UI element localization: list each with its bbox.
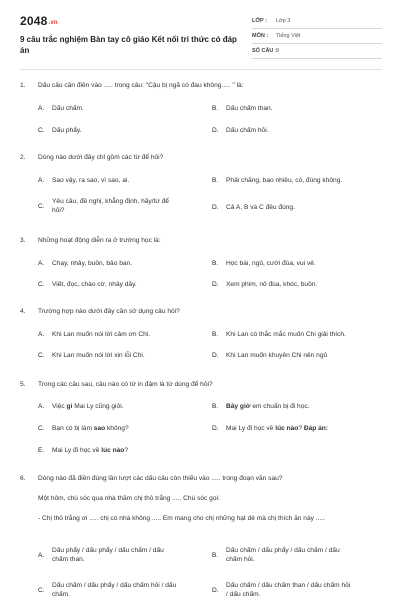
option-6c[interactable]: C. Dấu chấm / dấu phẩy / dấu chấm hỏi / dấu chấm. [38, 582, 177, 598]
meta-panel [252, 14, 382, 59]
header-divider [20, 69, 382, 70]
option-2c[interactable]: C. Yêu cầu, đề nghị, khẳng định, hãy/từ để hỏi? [38, 198, 169, 214]
question-3 [20, 236, 380, 245]
option-6d[interactable]: D. Dấu chấm / dấu chấm than / dấu chấm hỏi / dấu chấm. [212, 582, 351, 598]
option-6b[interactable]: B. Dấu chấm / dấu phẩy / dấu chấm / dấu chấm hỏi. [212, 547, 340, 563]
site-logo[interactable]: 2048.vn [20, 14, 58, 28]
question-text: 1. Dấu câu cần điền vào ..... trong câu: "Cậu bị ngã có đau không..... " là: [20, 82, 244, 89]
worksheet-page: 2048.vn 9 câu trắc nghiệm Bàn tay cô giáo Kết nối tri thức có đáp án LỚP : Lớp 3 MÔN : Tiếng Việt SỐ CÂU : 9 1. Dấu câu cần điền vào ..... trong câu: "Cậu bị ngã có đau không..... " là: A. Dấu chấm. B. Dấu chấm than. C. Dấu phẩy. D. Dấu chấm hỏi. 2. Dòng nào dưới đây chỉ gồm các từ để hỏi? A. Sao vậy, ra sao, vì sao, ai. B. Phải chăng, bao nhiêu, có, đúng không. C. Yêu cầu, đề nghị, khẳng định, hãy/từ để hỏi? D. Cả A, B và C đều đúng. 3. Những hoạt động diễn ra ở trường học là: A. Chạy, nhảy, buồn, bảo ban. B. Học bài, ngủ, cười đùa, vui vẻ. C. Viết, đọc, chào cờ, nhảy dây. D. Xem phim, nô đùa, khóc, buồn. 4. Trường hợp nào dưới đây cần sử dụng câu hỏi? A. Khi Lan muốn nói lời cảm ơn Chi. B. Khi Lan có thắc mắc muốn Chi giải thích. C. Khi Lan muốn nói lời xin lỗi Chi. D. Khi Lan muốn khuyên Chi nên ngủ 5. Trong các câu sau, câu nào có từ in đậm là từ dùng để hỏi? A. Việc gì Mai Ly cũng giỏi. B. Bây giờ em chuẩn bị đi học. C. Bạn có bị làm sao không? D. Mai Ly đi học về lúc nào? Đáp án: E. Mai Ly đi học về lúc nào? 6. Dòng nào đã điền đúng lần lượt các dấu câu còn thiếu vào ..... trong đoạn văn sau? Một hôm, chú sóc qua nhà thăm chị thỏ trắng ..... Chú sóc gọi: - Chị thỏ trắng ơi ..... chị có nhà không ..... Em mang cho chị những hạt dẻ mà chị thích ăn này ..... A. Dấu phẩy / dấu phẩy / dấu chấm / dấu chấm than. B. Dấu chấm / dấu phẩy / dấu chấm / dấu chấm hỏi. C. Dấu chấm / dấu phẩy / dấu chấm hỏi / dấu chấm. D. Dấu chấm / dấu chấm than / dấu chấm hỏi / dấu chấm. [0, 0, 400, 600]
option-6a[interactable]: A. Dấu phẩy / dấu phẩy / dấu chấm / dấu chấm than. [38, 547, 164, 563]
meta-grade: LỚP : Lớp 3 [252, 14, 382, 29]
question-5 [20, 380, 380, 389]
question-text: 6. Dòng nào đã điền đúng lần lượt các dấu câu còn thiếu vào ..... trong đoạn văn sau? [20, 475, 283, 482]
meta-count: SỐ CÂU : 9 [252, 44, 382, 59]
header [20, 14, 382, 74]
passage-line-2: - Chị thỏ trắng ơi ..... chị có nhà không ..... Em mang cho chị những hạt dẻ mà chị thích ăn này ..... [38, 515, 325, 522]
page-title: 9 câu trắc nghiệm Bàn tay cô giáo Kết nối tri thức có đáp án [20, 35, 237, 55]
question-text: 2. Dòng nào dưới đây chỉ gồm các từ để hỏi? [20, 154, 164, 161]
question-text: 3. Những hoạt động diễn ra ở trường học là: [20, 237, 161, 244]
question-1 [20, 81, 380, 90]
question-2 [20, 153, 380, 162]
meta-subject: MÔN : Tiếng Việt [252, 29, 382, 44]
question-4 [20, 307, 380, 316]
question-6 [20, 474, 380, 483]
passage-line-1: Một hôm, chú sóc qua nhà thăm chị thỏ trắng ..... Chú sóc gọi: [38, 495, 220, 502]
question-text: 4. Trường hợp nào dưới đây cần sử dụng câu hỏi? [20, 308, 180, 315]
question-text: 5. Trong các câu sau, câu nào có từ in đậm là từ dùng để hỏi? [20, 381, 213, 388]
